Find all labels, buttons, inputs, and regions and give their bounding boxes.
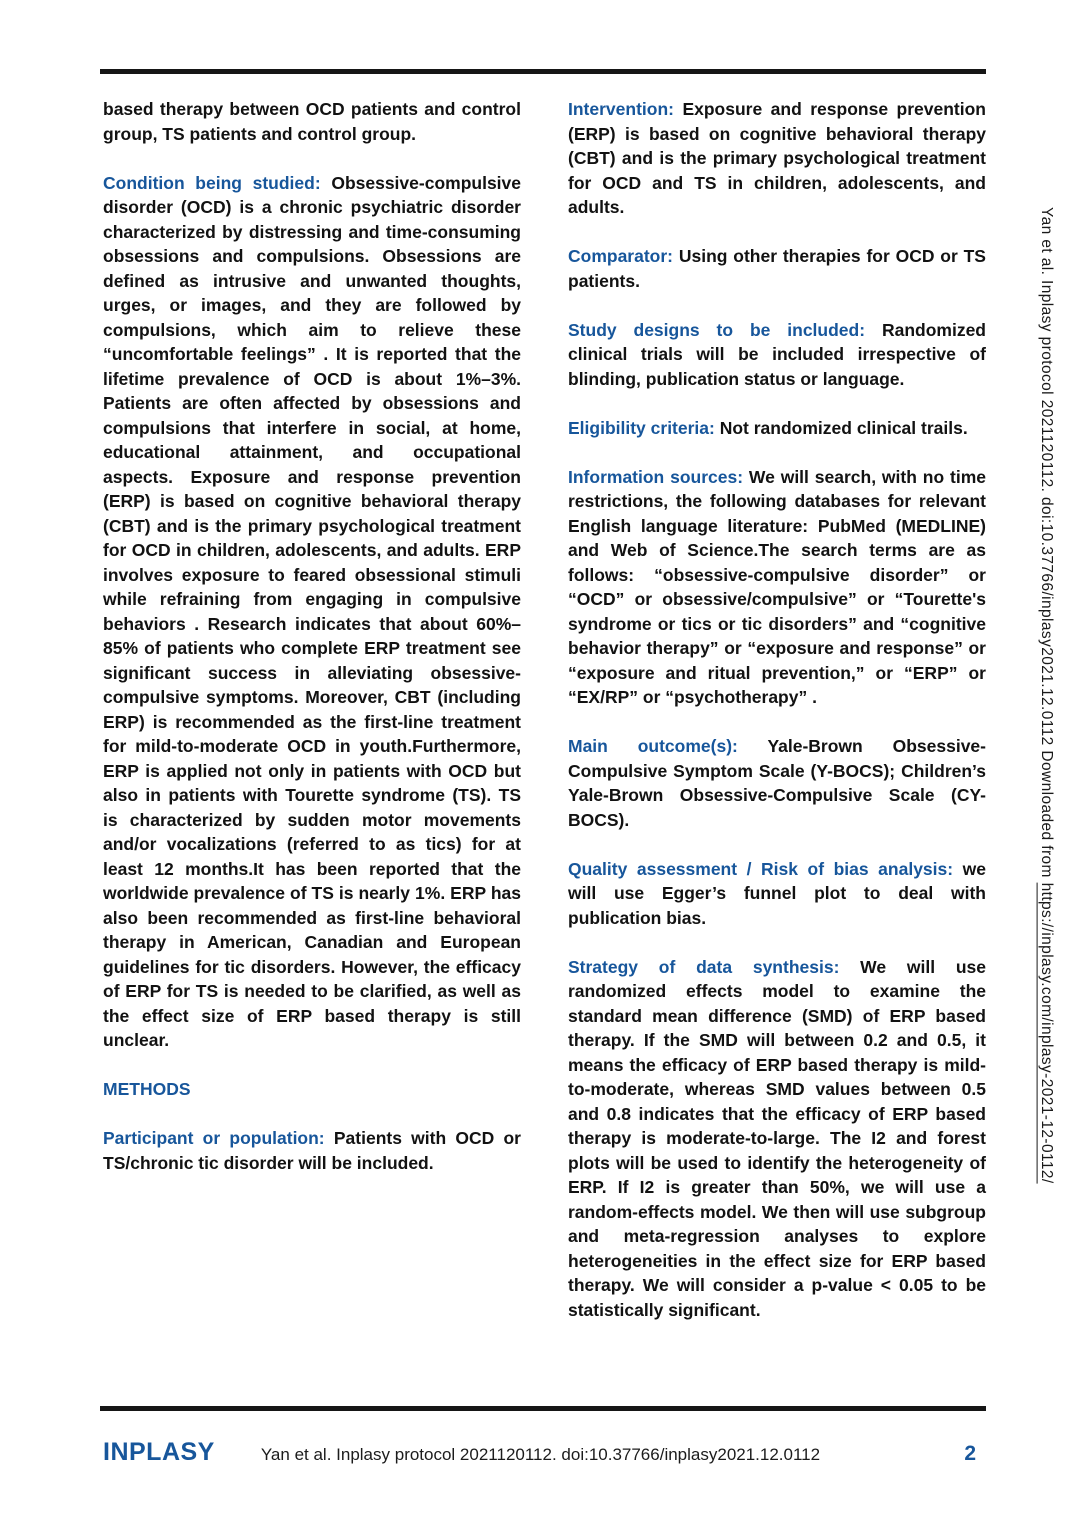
paragraph-intervention bbox=[568, 97, 986, 220]
paragraph-text: Obsessive-compulsive disorder (OCD) is a chronic psychiatric disorder characterized by distressing and time-consuming obsessions and compulsions. Obsessions are defined as intrusive and unwanted thoughts, urges, or images, and they are followed by compulsions, which aim to relieve these “uncomfortable feelings” . It is reported that the lifetime prevalence of OCD is about 1%–3%. Patients are often affected by obsessions and compulsions that interfere in social, at home, educational attainment, and occupational aspects. Exposure and response prevention (ERP) is based on cognitive behavioral therapy (CBT) and is the primary psychological treatment for OCD in children, adolescents, and adults. ERP involves exposure to feared obsessional stimuli while refraining from engaging in compulsive behaviors . Research indicates that about 60%–85% of patients who complete ERP treatment see significant success in alleviating obsessive-compulsive symptoms. Moreover, CBT (including ERP) is recommended as the first-line treatment for mild-to-moderate OCD in youth.Furthermore, ERP is applied not only in patients with OCD but also in patients with Tourette syndrome (TS). TS is characterized by sudden motor movements and/or vocalizations (referred to as tics) for at least 12 months.It has been reported that the worldwide prevalence of TS is nearly 1%. ERP has also been recommended as first-line behavioral therapy in American, Canadian and European guidelines for tic disorders. However, the efficacy of ERP for TS is needed to be clarified, as well as the effect size of ERP based therapy is still unclear. bbox=[103, 172, 521, 1050]
section-label: Intervention: bbox=[568, 99, 674, 119]
footer-divider bbox=[100, 1406, 986, 1411]
paragraph-text: Randomized clinical trials will be included irrespective of blinding, publication status or language. bbox=[568, 319, 986, 389]
paragraph-text: Not randomized clinical trails. bbox=[719, 417, 968, 438]
paragraph-text: Patients with OCD or TS/chronic tic disorder will be included. bbox=[103, 1128, 521, 1173]
paragraph-text: Exposure and response prevention (ERP) is based on cognitive behavioral therapy (CBT) and is the primary psychological treatment for OCD and TS in children, adolescents, and adults. bbox=[568, 99, 986, 217]
section-label: Participant or population: bbox=[103, 1128, 325, 1148]
paragraph-text: Using other therapies for OCD or TS patients. bbox=[568, 246, 986, 291]
paragraph-participant-or-population bbox=[103, 1126, 521, 1175]
inplasy-logo: INPLASY bbox=[103, 1438, 215, 1466]
paragraph-text: based therapy between OCD patients and control group, TS patients and control group. bbox=[103, 99, 521, 144]
top-divider bbox=[100, 69, 986, 74]
section-label: Comparator: bbox=[568, 246, 674, 266]
section-label: Information sources: bbox=[568, 466, 744, 487]
paragraph-text: We will search, with no time restrictions, the following databases for relevant English language literature: PubMed (MEDLINE) and Web of Science.The search terms are as follows: “obsessive-compulsive disorder” or “OCD” or obsessive/compulsive” or “Tourette's syndrome or tics or tic disorders” and “cognitive behavior therapy” or “exposure and response” or “exposure and ritual prevention,” or “ERP” or “EX/RP” or “psychotherapy” . bbox=[568, 466, 986, 707]
paragraph-text: Yale-Brown Obsessive-Compulsive Symptom Scale (Y-BOCS); Children’s Yale-Brown Obsessive-Compulsive Scale (CY-BOCS). bbox=[568, 736, 986, 830]
sidebar-citation-link[interactable]: https://inplasy.com/inplasy-2021-12-0112/ bbox=[1038, 882, 1055, 1184]
section-label: Study designs to be included: bbox=[568, 319, 866, 340]
section-heading-methods bbox=[103, 1077, 521, 1102]
two-column-body bbox=[103, 97, 986, 1347]
paragraph-comparator bbox=[568, 244, 986, 293]
footer-citation: Yan et al. Inplasy protocol 2021120112. doi:10.37766/inplasy2021.12.0112 bbox=[260, 1445, 821, 1464]
page-footer bbox=[103, 1438, 986, 1467]
section-label: METHODS bbox=[103, 1079, 191, 1099]
page-number: 2 bbox=[964, 1442, 976, 1465]
paragraph-text: We will use randomized effects model to examine the standard mean difference (SMD) of ERP based therapy. If the SMD will between 0.2 and 0.5, it means the efficacy of ERP based therapy is mild-to-moderate, whereas SMD values between 0.5 and 0.8 indicates that the efficacy of ERP based therapy is moderate-to-large. The I2 and forest plots will be used to identify the heterogeneity of ERP. If I2 is greater than 50%, we will use a random-effects model. We then will use subgroup and meta-regression analyses to explore heterogeneities in the effect size for ERP based therapy. We will consider a p-value < 0.05 to be statistically significant. bbox=[568, 956, 986, 1320]
section-label: Main outcome(s): bbox=[568, 736, 738, 756]
paragraph-quality-assessment bbox=[568, 857, 986, 931]
paragraph-strategy-of-data-synthesis bbox=[568, 955, 986, 1323]
section-label: Strategy of data synthesis: bbox=[568, 956, 840, 977]
paragraph-study-designs bbox=[568, 318, 986, 392]
vertical-citation-sidebar bbox=[1037, 207, 1055, 1184]
paragraph-text: we will use Egger’s funnel plot to deal with publication bias. bbox=[568, 858, 986, 928]
paragraph-information-sources bbox=[568, 465, 986, 710]
section-label: Eligibility criteria: bbox=[568, 417, 715, 438]
paragraph-continuation bbox=[103, 97, 521, 146]
section-label: Quality assessment / Risk of bias analysis: bbox=[568, 858, 954, 879]
paragraph-condition-being-studied bbox=[103, 171, 521, 1053]
sidebar-citation-text: Yan et al. Inplasy protocol 2021120112. doi:10.37766/inplasy2021.12.0112 Downloaded from bbox=[1038, 207, 1055, 883]
paragraph-eligibility-criteria bbox=[568, 416, 986, 441]
section-label: Condition being studied: bbox=[103, 172, 321, 193]
right-column bbox=[568, 97, 986, 1347]
paragraph-main-outcomes bbox=[568, 734, 986, 832]
left-column bbox=[103, 97, 521, 1347]
